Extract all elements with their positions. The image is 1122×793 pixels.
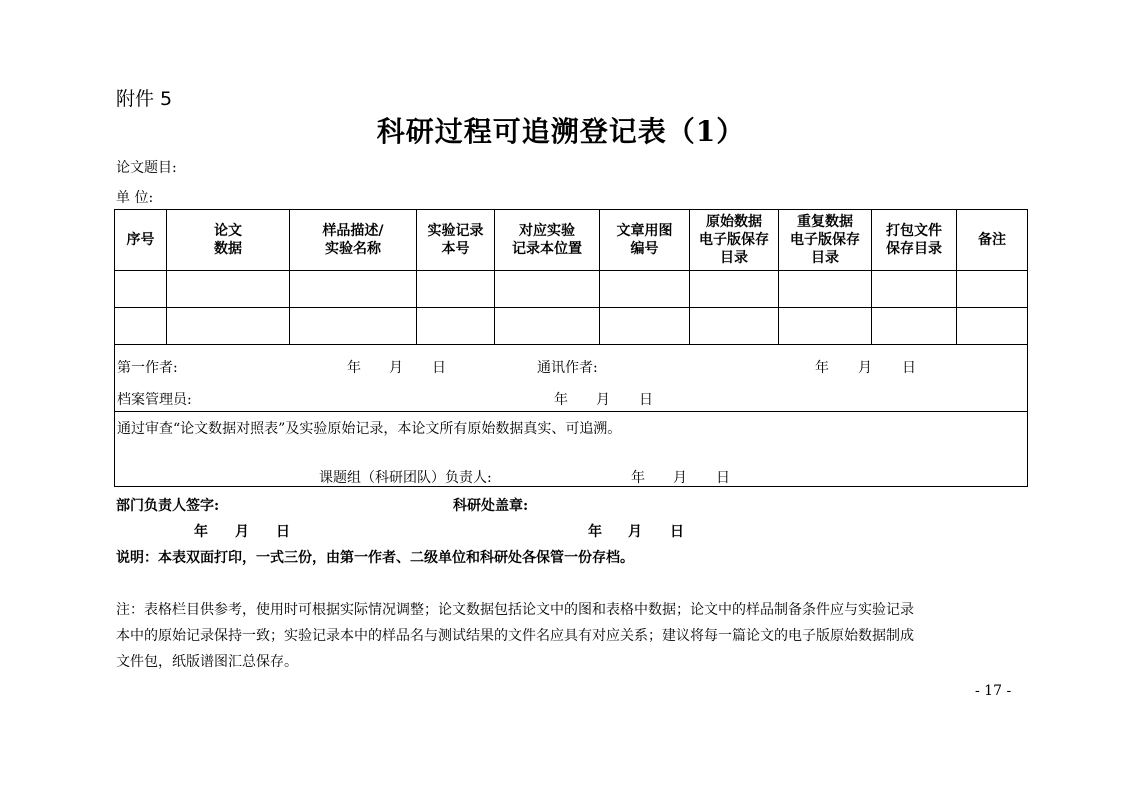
month-label: 月 xyxy=(858,360,872,376)
table-row xyxy=(115,308,1028,345)
group-leader-label: 课题组（科研团队）负责人: xyxy=(319,470,492,486)
table-cell[interactable] xyxy=(690,271,779,308)
table-cell[interactable] xyxy=(600,271,690,308)
page-number: - 17 - xyxy=(975,683,1012,699)
table-cell[interactable] xyxy=(495,271,600,308)
header-line: 数据 xyxy=(214,241,242,257)
table-cell[interactable] xyxy=(495,308,600,345)
note-line: 文件包，纸版谱图汇总保存。 xyxy=(116,654,298,670)
header-line: 原始数据 xyxy=(706,214,762,230)
table-header-cell xyxy=(495,210,600,271)
header-line: 文章用图 xyxy=(616,223,673,239)
month-label: 月 xyxy=(596,392,610,408)
header-line: 样品描述/ xyxy=(322,223,384,239)
table-cell[interactable] xyxy=(115,271,167,308)
year-label: 年 xyxy=(347,360,361,376)
table-cell[interactable] xyxy=(690,308,779,345)
year-label: 年 xyxy=(194,524,208,540)
table-header-row xyxy=(115,210,1028,271)
traceability-table xyxy=(114,209,1028,487)
signature-section xyxy=(115,345,1028,412)
header-line: 目录 xyxy=(720,250,748,266)
header-line: 目录 xyxy=(811,250,839,266)
day-label: 日 xyxy=(670,524,684,540)
year-label: 年 xyxy=(588,524,602,540)
header-line: 实验名称 xyxy=(325,241,381,257)
verification-section xyxy=(115,412,1028,487)
header-line: 备注 xyxy=(978,232,1006,248)
table-cell[interactable] xyxy=(779,271,872,308)
table-header-cell xyxy=(167,210,290,271)
verification-text: 通过审查“论文数据对照表”及实验原始记录，本论文所有原始数据真实、可追溯。 xyxy=(117,421,622,437)
table-cell[interactable] xyxy=(957,308,1028,345)
year-label: 年 xyxy=(815,360,829,376)
table-header-cell xyxy=(290,210,417,271)
header-line: 电子版保存 xyxy=(790,232,860,248)
attachment-label: 附件 5 xyxy=(116,88,173,110)
header-line: 论文 xyxy=(214,223,242,239)
month-label: 月 xyxy=(389,360,403,376)
header-line: 电子版保存 xyxy=(699,232,769,248)
day-label: 日 xyxy=(716,470,730,486)
first-author-label: 第一作者: xyxy=(117,360,178,376)
note-line: 本中的原始记录保持一致；实验记录本中的样品名与测试结果的文件名应具有对应关系；建议将每一篇论文的电子版原始数据制成 xyxy=(116,628,914,644)
table-row xyxy=(115,271,1028,308)
table-cell[interactable] xyxy=(290,308,417,345)
day-label: 日 xyxy=(276,524,290,540)
day-label: 日 xyxy=(432,360,446,376)
dept-head-signature-label: 部门负责人签字: xyxy=(116,498,220,514)
header-line: 序号 xyxy=(126,232,155,248)
header-line: 记录本位置 xyxy=(512,241,582,257)
table-header-cell xyxy=(779,210,872,271)
table-cell[interactable] xyxy=(957,271,1028,308)
page-title: 科研过程可追溯登记表（1） xyxy=(376,115,746,148)
research-office-stamp-label: 科研处盖章: xyxy=(453,498,529,514)
table-cell[interactable] xyxy=(167,271,290,308)
header-line: 对应实验 xyxy=(519,223,575,239)
header-line: 编号 xyxy=(630,241,659,257)
table-header-cell xyxy=(872,210,957,271)
header-line: 打包文件 xyxy=(886,223,942,239)
note-line: 注：表格栏目供参考，使用时可根据实际情况调整；论文数据包括论文中的图和表格中数据；论文中的样品制备条件应与实验记录 xyxy=(116,602,914,618)
header-line: 本号 xyxy=(441,241,470,257)
table-cell[interactable] xyxy=(872,271,957,308)
table-cell[interactable] xyxy=(779,308,872,345)
table-header-cell xyxy=(115,210,167,271)
archivist-label: 档案管理员: xyxy=(117,392,192,408)
table-cell[interactable] xyxy=(417,308,495,345)
table-header-cell xyxy=(417,210,495,271)
day-label: 日 xyxy=(639,392,653,408)
corresponding-author-label: 通讯作者: xyxy=(537,360,598,376)
table-cell[interactable] xyxy=(115,308,167,345)
table-header-cell xyxy=(957,210,1028,271)
table-header-cell xyxy=(600,210,690,271)
explanation-text: 说明：本表双面打印，一式三份，由第一作者、二级单位和科研处各保管一份存档。 xyxy=(116,550,634,566)
month-label: 月 xyxy=(235,524,249,540)
table-cell[interactable] xyxy=(600,308,690,345)
day-label: 日 xyxy=(902,360,916,376)
header-line: 保存目录 xyxy=(886,241,942,257)
year-label: 年 xyxy=(631,470,645,486)
table-cell[interactable] xyxy=(872,308,957,345)
table-header-cell xyxy=(690,210,779,271)
month-label: 月 xyxy=(673,470,687,486)
unit-field: 单 位: xyxy=(116,190,154,206)
header-line: 实验记录 xyxy=(427,223,484,239)
year-label: 年 xyxy=(554,392,568,408)
header-line: 重复数据 xyxy=(797,214,853,230)
table-cell[interactable] xyxy=(417,271,495,308)
month-label: 月 xyxy=(628,524,642,540)
paper-title-field: 论文题目: xyxy=(116,160,177,176)
table-cell[interactable] xyxy=(290,271,417,308)
table-cell[interactable] xyxy=(167,308,290,345)
